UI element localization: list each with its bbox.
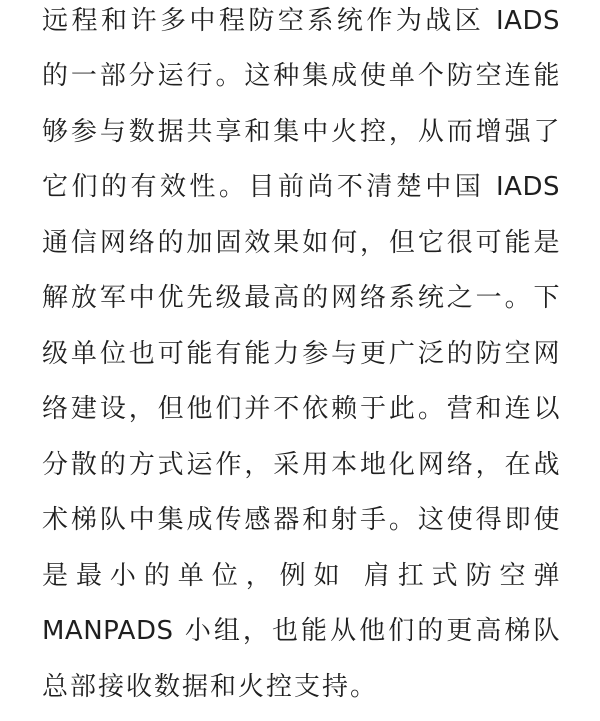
paragraph-line: 级单位也可能有能力参与更广泛的防空网 (42, 339, 560, 369)
paragraph-line: 够参与数据共享和集中火控，从而增强了 (42, 117, 560, 147)
paragraph-line: 通信网络的加固效果如何，但它很可能是 (42, 228, 560, 258)
paragraph-line: 远程和许多中程防空系统作为战区 IADS (42, 6, 560, 36)
paragraph-line: 分散的方式运作，采用本地化网络，在战 (42, 450, 560, 480)
paragraph-line: 的一部分运行。这种集成使单个防空连能 (42, 61, 560, 91)
paragraph-line: 是最小的单位，例如 肩扛式防空弹 (42, 561, 560, 591)
paragraph-line: 络建设，但他们并不依赖于此。营和连以 (42, 394, 560, 424)
paragraph-line: 术梯队中集成传感器和射手。这使得即使 (42, 505, 560, 535)
paragraph-line: 总部接收数据和火控支持。 (42, 672, 379, 702)
paragraph-line: MANPADS 小组，也能从他们的更高梯队 (42, 616, 560, 646)
paragraph-line: 它们的有效性。目前尚不清楚中国 IADS (42, 172, 560, 202)
paragraph-line: 解放军中优先级最高的网络系统之一。下 (42, 283, 560, 313)
